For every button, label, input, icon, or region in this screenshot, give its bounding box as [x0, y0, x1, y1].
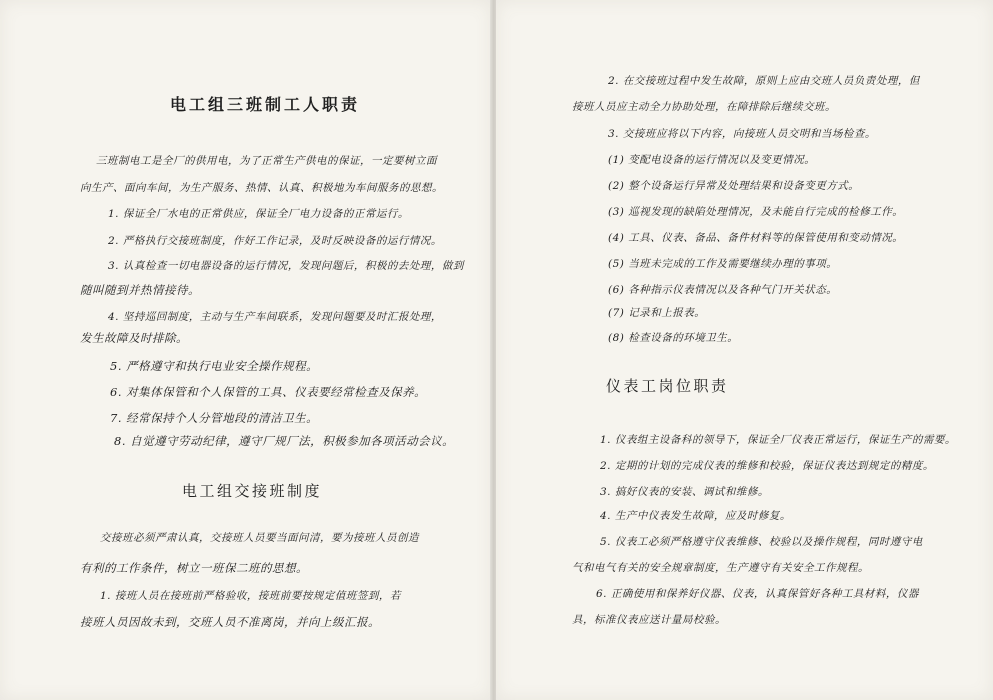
- duty-item: 1. 保证全厂水电的正常供应，保证全厂电力设备的正常运行。: [108, 208, 409, 220]
- handover-item: (4) 工具、仪表、备品、备件材料等的保管使用和变动情况。: [608, 232, 904, 244]
- handover-item: (7) 记录和上报表。: [608, 307, 706, 319]
- duty-item: 5. 严格遵守和执行电业安全操作规程。: [110, 359, 319, 373]
- duty-item: 3. 认真检查一切电器设备的运行情况，发现问题后，积极的去处理，做到: [108, 260, 464, 272]
- intro-line: 三班制电工是全厂的供用电，为了正常生产供电的保证，一定要树立面: [96, 155, 437, 167]
- section-title: 电工组交接班制度: [182, 482, 323, 500]
- instrument-line: 3. 搞好仪表的安装、调试和维修。: [600, 486, 769, 498]
- instrument-line: 2. 定期的计划的完成仪表的维修和校验，保证仪表达到规定的精度。: [600, 460, 934, 472]
- handover-line: 2. 在交接班过程中发生故障，原则上应由交班人员负责处理，但: [608, 75, 920, 87]
- duty-item: 6. 对集体保管和个人保管的工具、仪表要经常检查及保养。: [110, 385, 427, 399]
- handover-item: (6) 各种指示仪表情况以及各种气门开关状态。: [608, 284, 838, 296]
- duty-item: 8. 自觉遵守劳动纪律，遵守厂规厂法，积极参加各项活动会议。: [114, 434, 455, 448]
- intro-line: 向生产、面向车间，为生产服务、热情、认真、积极地为车间服务的思想。: [80, 182, 443, 194]
- section-line: 1. 接班人员在接班前严格验收，接班前要按规定值班签到，若: [100, 590, 401, 602]
- instrument-line: 6. 正确使用和保养好仪器、仪表，认真保管好各种工具材料，仪器: [596, 588, 919, 600]
- duty-item-continued: 发生故障及时排除。: [80, 331, 188, 345]
- handover-item: (1) 变配电设备的运行情况以及变更情况。: [608, 154, 816, 166]
- handover-item: (3) 巡视发现的缺陷处理情况，及未能自行完成的检修工作。: [608, 206, 904, 218]
- duty-item: 7. 经常保持个人分管地段的清洁卫生。: [110, 411, 319, 425]
- instrument-line: 1. 仪表组主设备科的领导下，保证全厂仪表正常运行，保证生产的需要。: [600, 434, 956, 446]
- section-line: 有利的工作条件，树立一班保二班的思想。: [80, 561, 308, 575]
- handover-item: (2) 整个设备运行异常及处理结果和设备变更方式。: [608, 180, 860, 192]
- duty-item: 2. 严格执行交接班制度，作好工作记录，及时反映设备的运行情况。: [108, 235, 442, 247]
- duty-item: 4. 坚持巡回制度，主动与生产车间联系，发现问题要及时汇报处理，: [108, 311, 442, 323]
- handover-line: 3. 交接班应将以下内容，向接班人员交明和当场检查。: [608, 128, 876, 140]
- section-title: 仪表工岗位职责: [606, 377, 729, 395]
- section-line: 接班人员因故未到，交班人员不准离岗，并向上级汇报。: [80, 615, 380, 629]
- page-title: 电工组三班制工人职责: [170, 95, 361, 114]
- instrument-line: 5. 仪表工必须严格遵守仪表维修、校验以及操作规程，同时遵守电: [600, 536, 923, 548]
- left-page: [0, 0, 492, 700]
- handover-item: (8) 检查设备的环境卫生。: [608, 332, 739, 344]
- section-line: 交接班必须严肃认真，交接班人员要当面问清，要为接班人员创造: [100, 532, 419, 544]
- duty-item-continued: 随叫随到并热情接待。: [80, 283, 200, 297]
- right-page: [496, 0, 993, 700]
- instrument-line: 具，标准仪表应送计量局校验。: [572, 614, 726, 626]
- handover-item: (5) 当班未完成的工作及需要继续办理的事项。: [608, 258, 838, 270]
- handover-line: 接班人员应主动全力协助处理，在障排除后继续交班。: [572, 101, 836, 113]
- instrument-line: 4. 生产中仪表发生故障，应及时修复。: [600, 510, 791, 522]
- instrument-line: 气和电气有关的安全规章制度，生产遵守有关安全工作规程。: [572, 562, 869, 574]
